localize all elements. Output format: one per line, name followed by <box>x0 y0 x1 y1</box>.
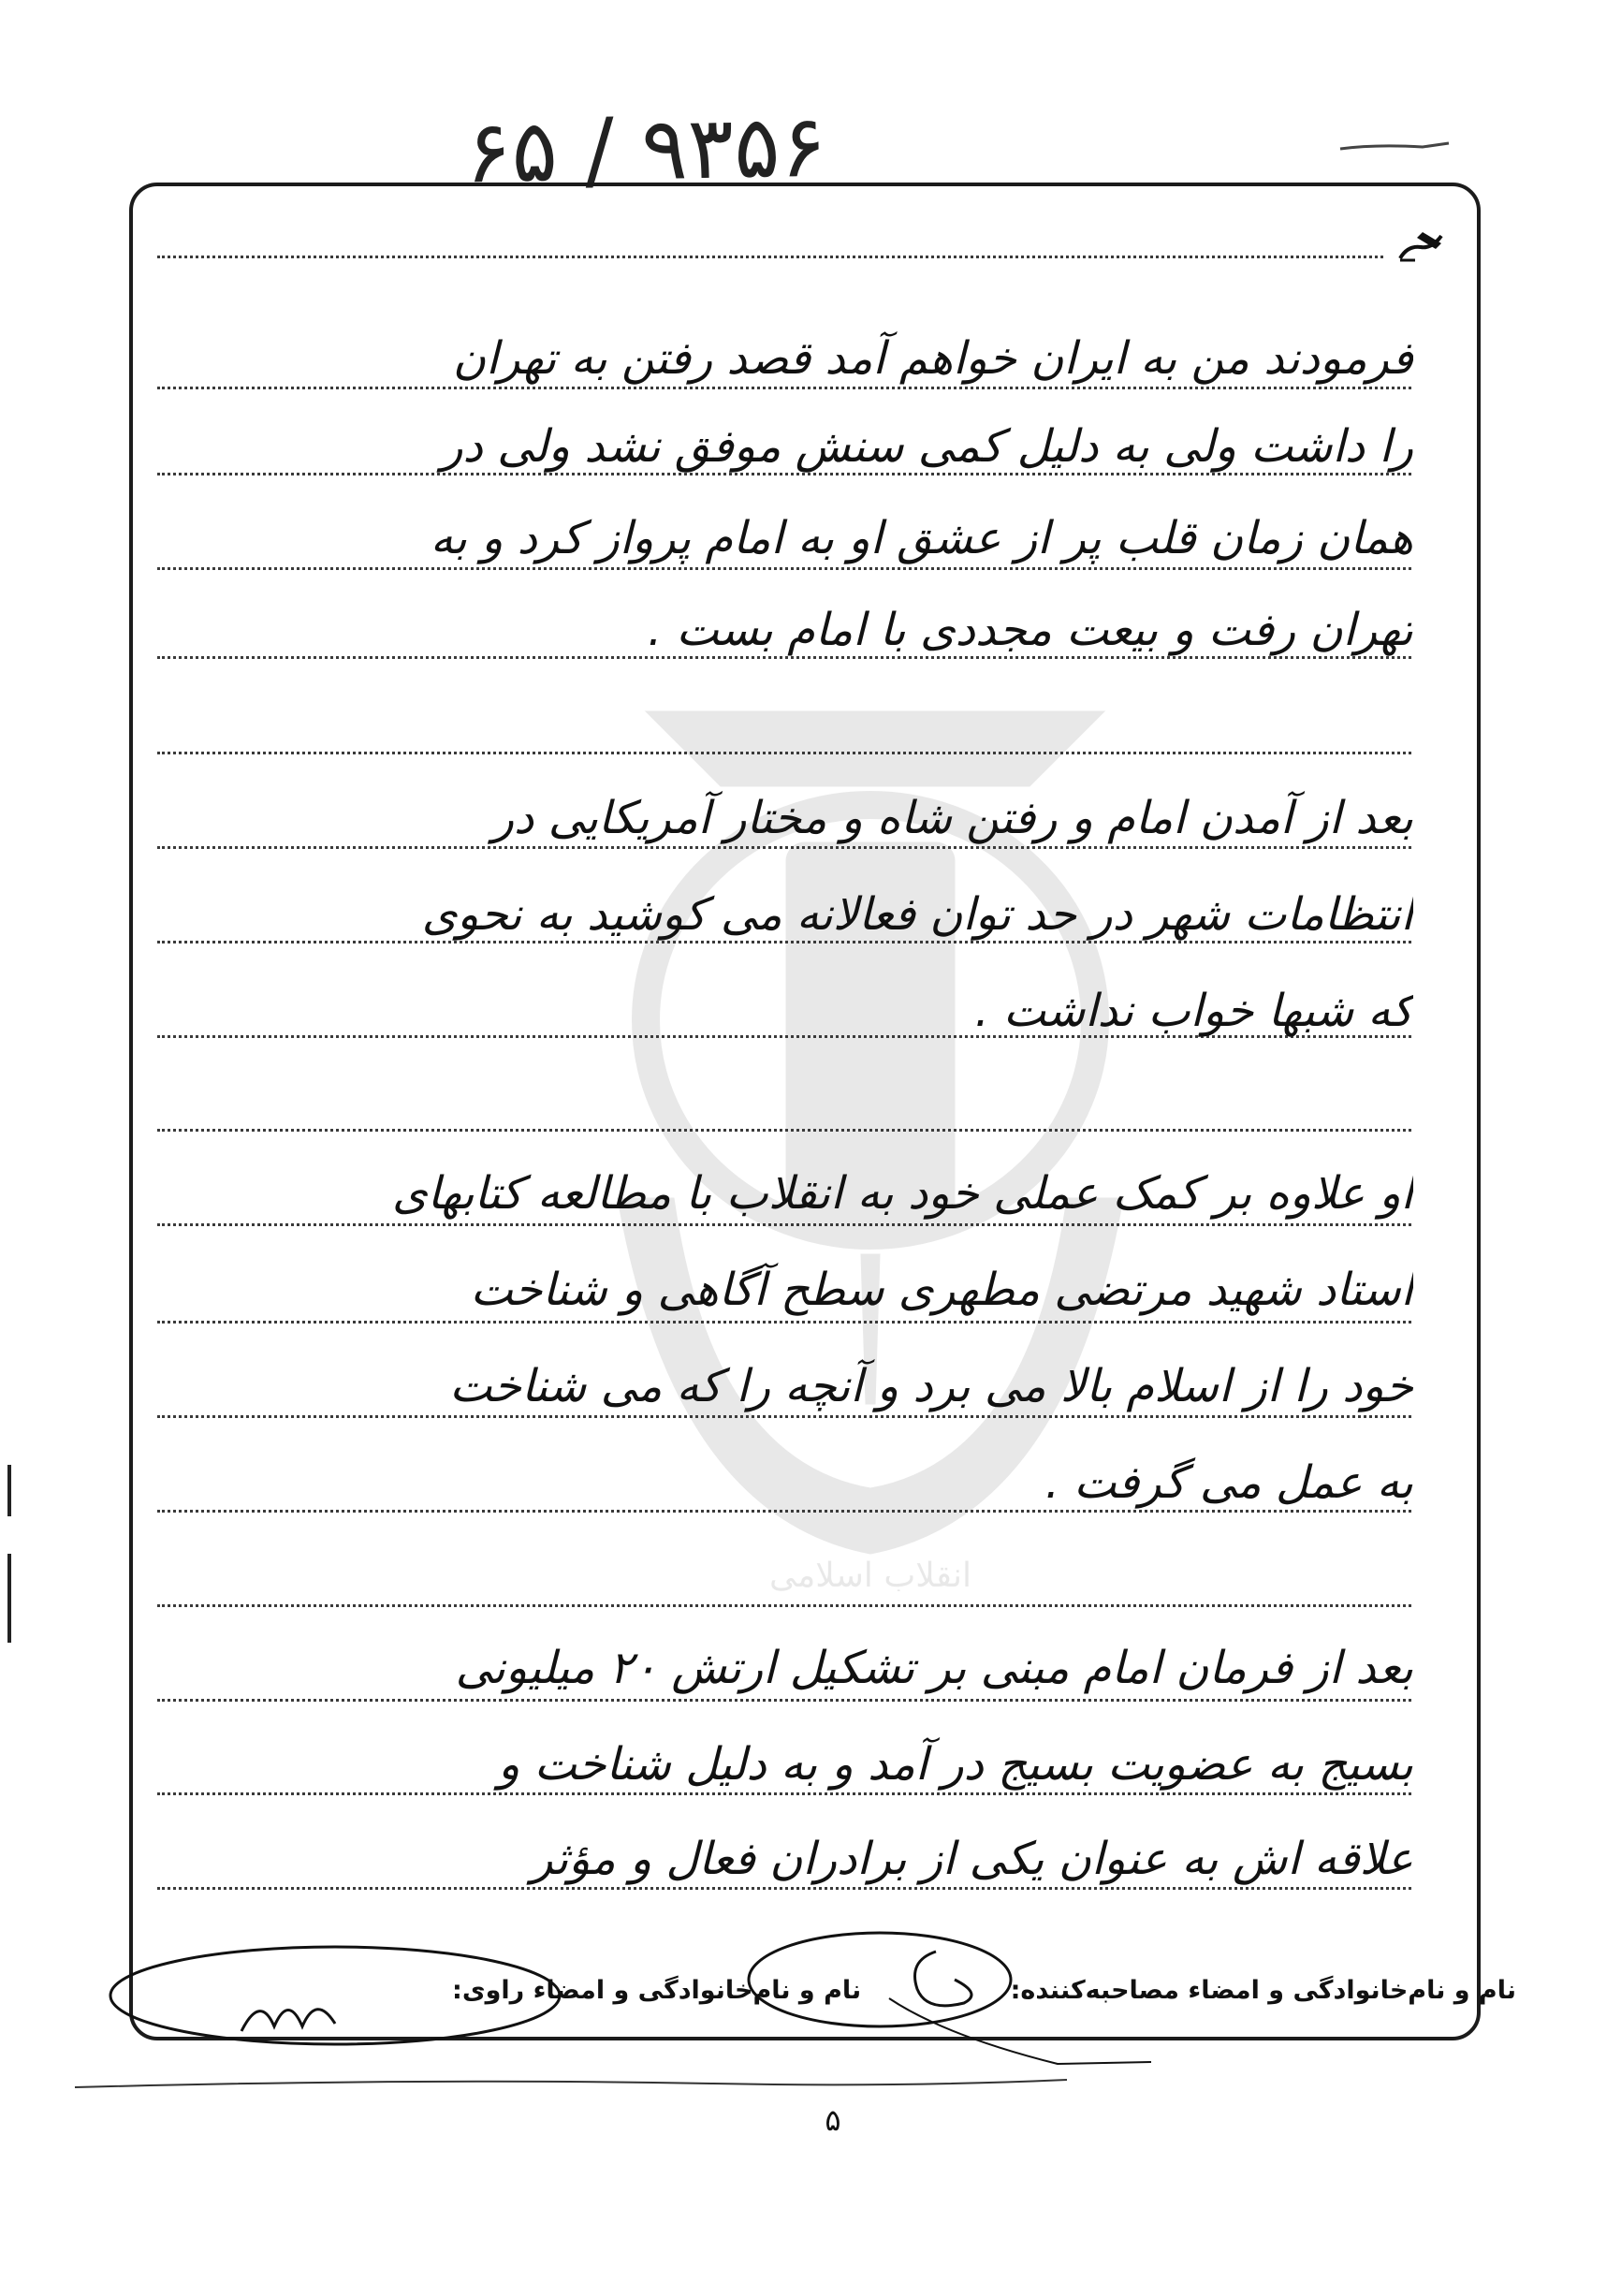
label-dotted-line <box>157 256 1383 258</box>
handwritten-line <box>187 1072 1413 1137</box>
margin-marks <box>0 1465 19 1643</box>
narrator-signature <box>101 1938 606 2059</box>
handwritten-line: استاد شهید مرتضی مطهری سطح آگاهی و شناخت <box>470 1264 1413 1316</box>
pen-stroke-mark <box>1338 140 1451 154</box>
reference-number: ۶۵ / ۹۳۵۶ <box>464 95 827 203</box>
handwritten-line: به عمل می گرفت . <box>1044 1456 1413 1509</box>
handwritten-line: تهران رفت و بیعت مجددی با امام بست . <box>648 604 1413 656</box>
ink-stroke <box>56 2059 1086 2097</box>
handwritten-line: خود را از اسلام بالا می برد و آنچه را که می شناخت <box>449 1360 1413 1412</box>
handwritten-line: همان زمان قلب پر از عشق او به امام پرواز کرد و به <box>430 512 1413 564</box>
page-number: ۵ <box>825 2102 841 2138</box>
handwritten-line: بعد از فرمان امام مبنی بر تشکیل ارتش ۲۰ میلیونی <box>455 1642 1413 1694</box>
handwritten-line <box>187 689 1413 754</box>
handwritten-line: را داشت ولی به دلیل کمی سنش موفق نشد ولی در <box>441 420 1413 473</box>
narrator-signature-label: نام و نام‌خانوادگی و امضاء راوی: <box>452 1976 862 2005</box>
pen-writing-icon <box>1395 227 1447 264</box>
watermark-caption: انقلاب اسلامی <box>769 1557 971 1591</box>
interviewer-signature <box>739 1923 1170 2073</box>
handwritten-line: که شبها خواب نداشت . <box>974 985 1413 1037</box>
handwritten-line: او علاوه بر کمک عملی خود به انقلاب با مطالعه کتابهای <box>392 1167 1413 1220</box>
interviewer-signature-label: نام و نام‌خانوادگی و امضاء مصاحبه‌کننده: <box>1010 1976 1516 2005</box>
handwritten-line <box>187 1542 1413 1607</box>
handwritten-line: بسیج به عضویت بسیج در آمد و به دلیل شناخت و <box>498 1738 1413 1791</box>
handwritten-line: علاقه اش به عنوان یکی از برادران فعال و مؤثر <box>531 1833 1413 1885</box>
handwritten-line: انتظامات شهر در حد توان فعالانه می کوشید به نحوی <box>421 888 1413 941</box>
handwritten-line: فرمودند من به ایران خواهم آمد قصد رفتن به تهران <box>452 332 1413 385</box>
handwritten-line: بعد از آمدن امام و رفتن شاه و مختار آمریکایی در <box>491 792 1413 844</box>
